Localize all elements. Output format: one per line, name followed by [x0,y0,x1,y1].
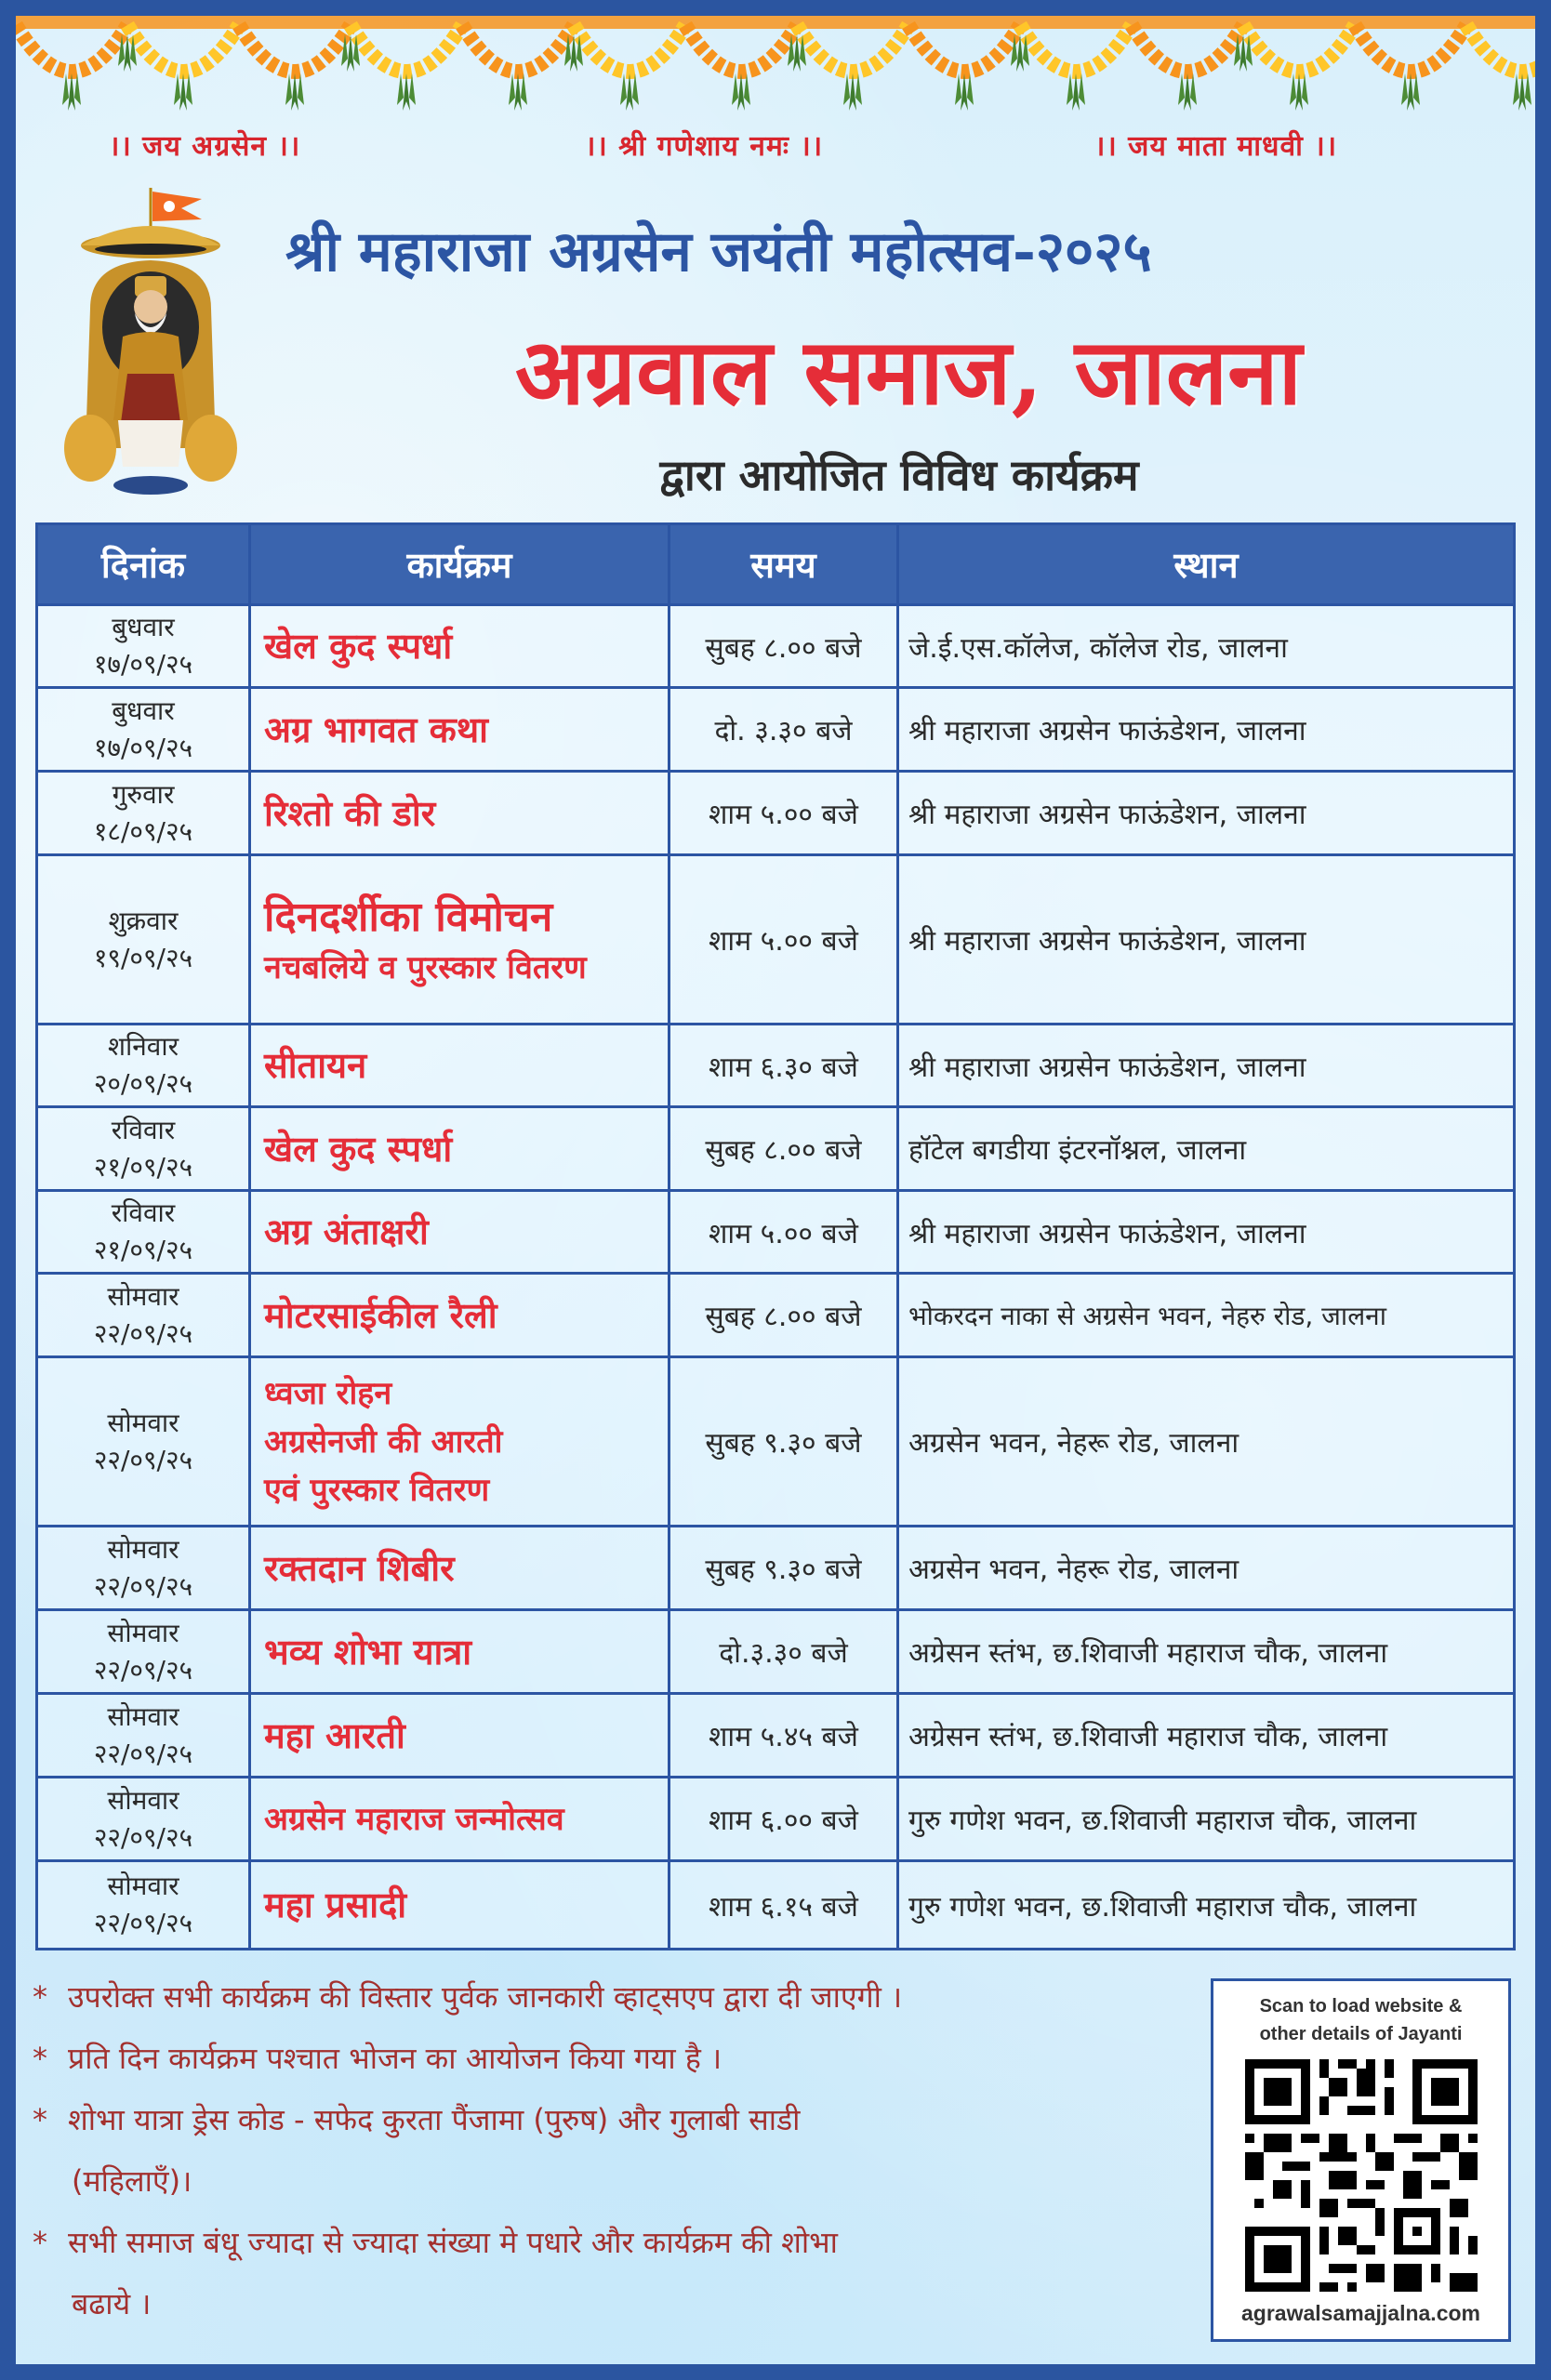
note-continuation: (महिलाएँ)। [72,2163,192,2199]
qr-box [1211,1978,1511,2342]
asterisk-icon: * [33,2225,47,2260]
program-name: रिश्तो की डोर [264,791,436,834]
place-cell: अग्रसेन भवन, नेहरू रोड, जालना [898,1357,1515,1527]
table-row [37,1694,1515,1778]
day: सोमवार [107,1533,179,1565]
program-cell [250,688,669,772]
date: १७/०९/२५ [93,732,193,763]
note-item [33,2212,1204,2334]
qr-caption-line-1: Scan to load website & [1259,1996,1463,2016]
place-cell: श्री महाराजा अग्रसेन फाऊंडेशन, जालना [898,1191,1515,1274]
program-line-2: अग्रसेनजी की आरती [264,1422,503,1461]
note-text: उपरोक्त सभी कार्यक्रम की विस्तार पुर्वक जानकारी व्हाट्सएप द्वारा दी जाएगी । [68,1979,903,2015]
date: २२/०९/२५ [93,1570,193,1602]
time-cell: सुबह ८.०० बजे [669,1274,898,1357]
marigold-garland-icon [16,16,1535,118]
day: बुधवार [112,694,175,726]
day: गुरुवार [112,778,175,810]
note-text: सभी समाज बंधू ज्यादा से ज्यादा संख्या मे पधारे और कार्यक्रम की शोभा [68,2225,838,2260]
date-cell [37,1778,250,1861]
program-name: खेल कुद स्पर्धा [264,1127,453,1170]
date: २१/०९/२५ [93,1151,193,1183]
program-cell [250,772,669,855]
day: रविवार [111,1114,176,1145]
table-row [37,1861,1515,1950]
qr-code-icon[interactable] [1245,2059,1478,2292]
time-cell: शाम ५.४५ बजे [669,1694,898,1778]
table-row [37,1778,1515,1861]
time-cell: शाम ५.०० बजे [669,772,898,855]
date-cell [37,1274,250,1357]
program-subtitle: नचबलिये व पुरस्कार वितरण [264,948,587,986]
day: शुक्रवार [108,905,179,936]
time-cell: शाम ६.१५ बजे [669,1861,898,1950]
col-header-time: समय [669,524,898,605]
program-name: मोटरसाईकील रैली [264,1293,497,1336]
date-cell [37,772,250,855]
col-header-place: स्थान [898,524,1515,605]
place-cell: अग्रसेन भवन, नेहरू रोड, जालना [898,1527,1515,1610]
place-cell: श्री महाराजा अग्रसेन फाऊंडेशन, जालना [898,688,1515,772]
date-cell [37,1025,250,1107]
asterisk-icon: * [33,2102,47,2137]
program-cell [250,1191,669,1274]
program-name: अग्र अंताक्षरी [264,1210,429,1252]
invocations [16,126,1535,172]
program-cell [250,1778,669,1861]
date-cell [37,605,250,688]
time-cell: शाम ६.३० बजे [669,1025,898,1107]
col-header-program: कार्यक्रम [250,524,669,605]
website-link[interactable]: agrawalsamajjalna.com [1241,2301,1480,2325]
poster [16,16,1535,2364]
program-cell [250,855,669,1025]
place-cell: गुरु गणेश भवन, छ.शिवाजी महाराज चौक, जालना [898,1778,1515,1861]
program-name: अग्र भागवत कथा [264,707,488,750]
date: २२/०९/२५ [93,1908,193,1938]
day: सोमवार [107,1784,179,1816]
date-cell [37,855,250,1025]
date-cell [37,1861,250,1950]
date: २२/०९/२५ [93,1654,193,1686]
table-row [37,1107,1515,1191]
table-row [37,855,1515,1025]
table-row [37,1274,1515,1357]
program-name: दिनदर्शीका विमोचन [264,892,553,941]
subtitle: द्वारा आयोजित विविध कार्यक्रम [659,450,1139,500]
day: सोमवार [107,1700,179,1732]
asterisk-icon: * [33,2041,47,2076]
day: सोमवार [107,1871,179,1901]
program-cell [250,605,669,688]
program-name: महा प्रसादी [264,1884,407,1925]
time-cell: शाम ६.०० बजे [669,1778,898,1861]
program-cell [250,1610,669,1694]
place-cell: अग्रेसन स्तंभ, छ.शिवाजी महाराज चौक, जालना [898,1694,1515,1778]
organization-name: अग्रवाल समाज, जालना [514,319,1303,426]
date: २२/०९/२५ [93,1317,193,1349]
program-name: रक्तदान शिबीर [264,1546,455,1589]
date: २२/०९/२५ [93,1738,193,1769]
program-cell [250,1357,669,1527]
program-name: सीतायन [264,1044,367,1086]
date-cell [37,1191,250,1274]
program-name: ध्वजा रोहन [264,1374,392,1412]
place-cell: श्री महाराजा अग्रसेन फाऊंडेशन, जालना [898,855,1515,1025]
date-cell [37,1694,250,1778]
program-cell [250,1861,669,1950]
place-cell: अग्रेसन स्तंभ, छ.शिवाजी महाराज चौक, जालना [898,1610,1515,1694]
day: सोमवार [107,1617,179,1648]
table-row [37,772,1515,855]
asterisk-icon: * [33,1979,47,2015]
date: १८/०९/२५ [93,815,193,847]
program-cell [250,1694,669,1778]
time-cell: सुबह ९.३० बजे [669,1527,898,1610]
note-text: प्रति दिन कार्यक्रम पश्चात भोजन का आयोजन किया गया है । [68,2041,722,2076]
invocation-agrasen: ।। जय अग्रसेन ।। [109,130,301,163]
day: सोमवार [107,1407,179,1438]
date: २०/०९/२५ [93,1068,193,1099]
note-item [33,2028,1204,2089]
program-name: महा आरती [264,1713,405,1756]
place-cell: जे.ई.एस.कॉलेज, कॉलेज रोड, जालना [898,605,1515,688]
date: २२/०९/२५ [93,1821,193,1853]
invocation-madhavi: ।। जय माता माधवी ।। [1094,130,1338,163]
program-cell [250,1025,669,1107]
date-cell [37,1610,250,1694]
table-row [37,1610,1515,1694]
table-row [37,688,1515,772]
place-cell: श्री महाराजा अग्रसेन फाऊंडेशन, जालना [898,772,1515,855]
maharaja-agrasen-portrait-icon [62,188,248,504]
place-cell: गुरु गणेश भवन, छ.शिवाजी महाराज चौक, जालना [898,1861,1515,1950]
table-row [37,1527,1515,1610]
schedule-table [35,522,1516,1950]
day: शनिवार [107,1031,179,1062]
program-cell [250,1527,669,1610]
date-cell [37,1357,250,1527]
invocation-ganesh: ।। श्री गणेशाय नमः ।। [585,130,824,163]
time-cell: सुबह ८.०० बजे [669,605,898,688]
date: १७/०९/२५ [93,649,193,680]
day: बुधवार [112,612,175,642]
date: १९/०९/२५ [93,942,193,973]
program-name: भव्य शोभा यात्रा [264,1630,472,1673]
note-item [33,2089,1204,2212]
place-cell: हॉटेल बगडीया इंटरनॉश्नल, जालना [898,1107,1515,1191]
date: २२/०९/२५ [93,1444,193,1475]
program-cell [250,1274,669,1357]
note-continuation: बढाये । [72,2286,152,2321]
table-row [37,1025,1515,1107]
table-header-row [37,524,1515,605]
program-name: खेल कुद स्पर्धा [264,625,453,667]
time-cell: दो.३.३० बजे [669,1610,898,1694]
qr-caption-line-2: other details of Jayanti [1259,2024,1463,2044]
place-cell: श्री महाराजा अग्रसेन फाऊंडेशन, जालना [898,1025,1515,1107]
date-cell [37,1527,250,1610]
time-cell: सुबह ९.३० बजे [669,1357,898,1527]
table-row [37,605,1515,688]
qr-caption [1213,1992,1508,2048]
time-cell: सुबह ८.०० बजे [669,1107,898,1191]
col-header-date: दिनांक [37,524,250,605]
day: सोमवार [107,1280,179,1312]
date-cell [37,1107,250,1191]
time-cell: शाम ५.०० बजे [669,1191,898,1274]
note-text: शोभा यात्रा ड्रेस कोड - सफेद कुरता पैंजामा (पुरुष) और गुलाबी साडी [68,2102,801,2137]
time-cell: दो. ३.३० बजे [669,688,898,772]
table-row [37,1191,1515,1274]
notes-section [33,1966,1204,2334]
date: २१/०९/२५ [93,1235,193,1265]
event-title: श्री महाराजा अग्रसेन जयंती महोत्सव-२०२५ [285,219,1152,284]
program-line-3: एवं पुरस्कार वितरण [264,1471,490,1509]
program-name: अग्रसेन महाराज जन्मोत्सव [264,1800,564,1838]
time-cell: शाम ५.०० बजे [669,855,898,1025]
table-row [37,1357,1515,1527]
day: रविवार [111,1197,176,1228]
place-cell: भोकरदन नाका से अग्रसेन भवन, नेहरु रोड, जालना [898,1274,1515,1357]
date-cell [37,688,250,772]
program-cell [250,1107,669,1191]
note-item [33,1966,1204,2028]
